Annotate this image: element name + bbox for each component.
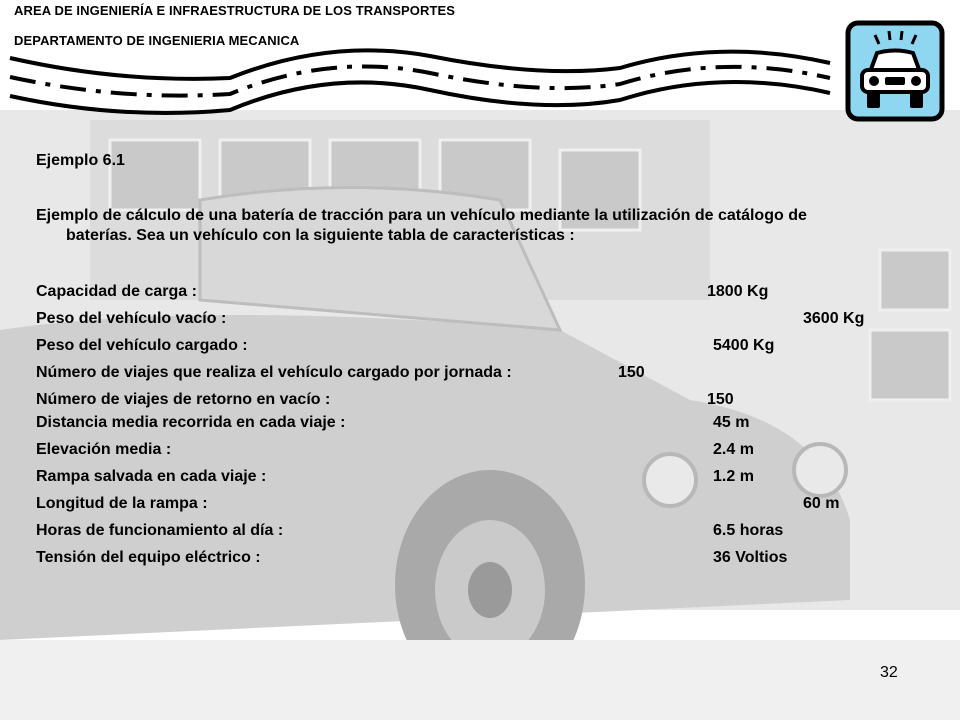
spec-row <box>36 441 754 459</box>
page-number: 32 <box>880 664 898 681</box>
spec-label: Peso del vehículo cargado : <box>36 337 248 354</box>
spec-value: 1.2 m <box>713 468 754 485</box>
spec-row <box>36 310 865 328</box>
spec-value: 3600 Kg <box>803 310 865 327</box>
spec-label: Rampa salvada en cada viaje : <box>36 468 267 485</box>
spec-row <box>36 468 754 486</box>
spec-row <box>36 549 788 567</box>
spec-value: 150 <box>707 391 734 408</box>
spec-row <box>36 522 784 540</box>
spec-row <box>36 283 769 301</box>
example-intro-line2: baterías. Sea un vehículo con la siguiente tabla de características : <box>66 227 575 244</box>
spec-value: 45 m <box>713 414 750 431</box>
spec-value: 6.5 horas <box>713 522 784 539</box>
header-department: DEPARTAMENTO DE INGENIERIA MECANICA <box>14 33 300 48</box>
spec-row <box>36 391 734 409</box>
spec-label: Tensión del equipo eléctrico : <box>36 549 261 566</box>
example-intro <box>36 206 942 246</box>
spec-label: Longitud de la rampa : <box>36 495 208 512</box>
example-intro-line1: Ejemplo de cálculo de una batería de tracción para un vehículo mediante la utilización de catálogo de <box>36 207 807 224</box>
road-decoration <box>0 38 840 118</box>
spec-label: Elevación media : <box>36 441 172 458</box>
spec-row <box>36 414 750 432</box>
spec-value: 2.4 m <box>713 441 754 458</box>
example-title: Ejemplo 6.1 <box>36 152 125 169</box>
spec-label: Peso del vehículo vacío : <box>36 310 227 327</box>
spec-label: Capacidad de carga : <box>36 283 197 300</box>
spec-row <box>36 337 775 355</box>
spec-label: Número de viajes que realiza el vehículo cargado por jornada : <box>36 364 512 381</box>
spec-label: Número de viajes de retorno en vacío : <box>36 391 331 408</box>
spec-label: Horas de funcionamiento al día : <box>36 522 284 539</box>
spec-value: 5400 Kg <box>713 337 775 354</box>
spec-label: Distancia media recorrida en cada viaje : <box>36 414 346 431</box>
header-department-area: AREA DE INGENIERÍA E INFRAESTRUCTURA DE LOS TRANSPORTES <box>14 3 456 18</box>
spec-row <box>36 364 645 382</box>
spec-value: 1800 Kg <box>707 283 769 300</box>
car-warning-icon <box>845 20 945 122</box>
spec-value: 36 Voltios <box>713 549 788 566</box>
spec-row <box>36 495 840 513</box>
spec-value: 60 m <box>803 495 840 512</box>
spec-value: 150 <box>618 364 645 381</box>
